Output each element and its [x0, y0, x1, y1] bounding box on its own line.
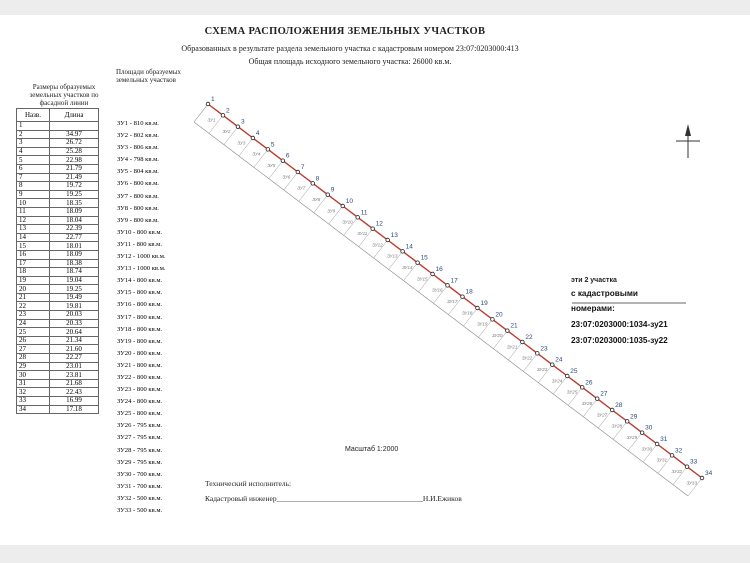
- row-length: 17.18: [50, 405, 99, 414]
- area-item: ЗУ2 - 802 кв.м.: [117, 132, 159, 140]
- point-label: 34: [705, 470, 713, 477]
- technical-executor: Технический исполнитель:: [205, 479, 292, 488]
- row-length: 16.99: [50, 397, 99, 406]
- parcel-label: ЗУ3: [237, 140, 246, 146]
- parcel-label: ЗУ23: [536, 367, 548, 372]
- row-length: 25.28: [50, 147, 99, 156]
- row-name: 15: [17, 242, 50, 251]
- row-name: 4: [17, 147, 50, 156]
- boundary-point: [655, 442, 659, 446]
- row-name: 20: [17, 285, 50, 294]
- row-length: 21.79: [50, 164, 99, 173]
- row-name: 21: [17, 293, 50, 302]
- point-label: 4: [255, 130, 260, 137]
- parcel-label: ЗУ12: [372, 242, 383, 248]
- point-label: 6: [285, 152, 290, 160]
- boundary-point: [236, 125, 240, 129]
- row-name: 18: [17, 268, 50, 277]
- row-name: 25: [17, 328, 50, 337]
- row-length: 19.04: [50, 276, 99, 285]
- row-name: 6: [17, 164, 50, 173]
- point-label: 5: [270, 141, 275, 149]
- boundary-point: [326, 193, 330, 197]
- annotation-cadastral-2: 23:07:0203000:1035-зу22: [571, 336, 668, 345]
- parcel-label: ЗУ33: [686, 480, 697, 486]
- row-length: 23.81: [50, 371, 99, 380]
- area-item: ЗУ14 - 800 кв.м.: [117, 277, 163, 285]
- row-name: 5: [17, 156, 50, 165]
- row-name: 24: [17, 319, 50, 328]
- parcel-label: ЗУ1: [207, 117, 216, 123]
- parcel-label: ЗУ16: [432, 287, 443, 293]
- point-label: 32: [675, 447, 683, 455]
- boundary-point: [506, 329, 510, 333]
- parcel-label: ЗУ20: [491, 333, 503, 338]
- parcel-label: ЗУ9: [327, 208, 336, 214]
- parcel-label: ЗУ24: [551, 378, 563, 384]
- parcel-label: ЗУ32: [671, 469, 682, 474]
- boundary-point: [206, 102, 210, 106]
- parcel-label: ЗУ30: [641, 446, 653, 452]
- point-label: 27: [600, 390, 608, 398]
- boundary-point: [625, 420, 629, 424]
- row-length: 18.09: [50, 250, 99, 259]
- annotation-line-2: номерами:: [571, 304, 615, 313]
- boundary-point: [356, 216, 360, 220]
- area-item: ЗУ24 - 800 кв.м.: [117, 398, 163, 406]
- area-item: ЗУ27 - 795 кв.м.: [117, 434, 163, 442]
- boundary-point: [266, 148, 270, 152]
- point-label: 31: [660, 436, 668, 443]
- area-item: ЗУ23 - 800 кв.м.: [117, 386, 163, 394]
- area-item: ЗУ30 - 700 кв.м.: [117, 470, 163, 478]
- parcel-label: ЗУ4: [252, 151, 261, 157]
- point-label: 9: [330, 186, 335, 194]
- row-length: 22.77: [50, 233, 99, 242]
- row-name: 28: [17, 354, 50, 363]
- row-name: 23: [17, 311, 50, 320]
- area-item: ЗУ32 - 500 кв.м.: [117, 494, 163, 502]
- parcel-label: ЗУ15: [417, 276, 428, 282]
- point-label: 19: [480, 300, 488, 307]
- area-item: ЗУ10 - 800 кв.м.: [117, 228, 163, 236]
- row-name: 27: [17, 345, 50, 354]
- row-name: 13: [17, 225, 50, 234]
- annotation-title: эти 2 участка: [571, 277, 617, 284]
- row-length: 26.72: [50, 139, 99, 148]
- parcel-label: ЗУ8: [312, 197, 321, 202]
- area-item: ЗУ5 - 804 кв.м.: [117, 168, 159, 176]
- row-length: 22.98: [50, 156, 99, 165]
- area-item: ЗУ16 - 800 кв.м.: [117, 301, 163, 309]
- area-item: ЗУ9 - 800 кв.м.: [117, 216, 159, 224]
- point-label: 21: [510, 322, 518, 330]
- point-label: 8: [315, 175, 320, 183]
- row-name: 34: [17, 405, 50, 414]
- parcel-divider: [194, 104, 208, 122]
- boundary-point: [536, 352, 540, 356]
- area-item: ЗУ7 - 800 кв.м.: [117, 192, 159, 200]
- row-length: 18.04: [50, 216, 99, 225]
- point-label: 23: [540, 345, 548, 353]
- area-item: ЗУ12 - 1000 кв.м.: [117, 253, 166, 261]
- point-label: 24: [555, 356, 563, 364]
- row-length: 34.97: [50, 130, 99, 139]
- row-length: 20.64: [50, 328, 99, 337]
- boundary-point: [386, 238, 390, 242]
- row-length: 18.09: [50, 207, 99, 216]
- parcel-label: ЗУ6: [282, 174, 291, 180]
- area-item: ЗУ26 - 795 кв.м.: [117, 422, 163, 430]
- areas-list-heading: Площади образуемых земельных участков: [116, 68, 182, 84]
- boundary-point: [521, 340, 525, 344]
- boundary-point: [551, 363, 555, 367]
- area-item: ЗУ28 - 795 кв.м.: [117, 446, 163, 454]
- point-label: 14: [405, 243, 413, 251]
- row-name: 14: [17, 233, 50, 242]
- area-item: ЗУ18 - 800 кв.м.: [117, 325, 163, 333]
- point-label: 11: [360, 209, 368, 217]
- row-length: 19.25: [50, 190, 99, 199]
- point-label: 3: [240, 118, 245, 126]
- page-title: СХЕМА РАСПОЛОЖЕНИЯ ЗЕМЕЛЬНЫХ УЧАСТКОВ: [204, 26, 486, 37]
- boundary-point: [580, 386, 584, 390]
- point-label: 29: [630, 413, 638, 421]
- lengths-col-length: Длина: [50, 109, 99, 122]
- row-name: 16: [17, 250, 50, 259]
- parcel-label: ЗУ10: [342, 219, 353, 225]
- parcel-label: ЗУ29: [626, 435, 638, 440]
- parcel-label: ЗУ27: [596, 412, 608, 418]
- row-length: 21.68: [50, 379, 99, 388]
- point-label: 20: [495, 311, 503, 319]
- boundary-point: [341, 204, 345, 208]
- point-label: 7: [300, 164, 305, 171]
- row-name: 19: [17, 276, 50, 285]
- row-length: 23.01: [50, 362, 99, 371]
- area-item: ЗУ29 - 795 кв.м.: [117, 458, 163, 466]
- parcel-label: ЗУ26: [581, 401, 593, 406]
- area-item: ЗУ8 - 800 кв.м.: [117, 204, 159, 212]
- area-item: ЗУ13 - 1000 кв.м.: [117, 265, 166, 273]
- parcel-label: ЗУ19: [476, 321, 488, 327]
- point-label: 1: [211, 96, 215, 103]
- point-label: 26: [585, 379, 593, 387]
- area-item: ЗУ31 - 700 кв.м.: [117, 482, 163, 490]
- row-length: 19.72: [50, 182, 99, 191]
- parcel-label: ЗУ11: [357, 231, 368, 236]
- boundary-point: [670, 454, 674, 458]
- row-length: 18.01: [50, 242, 99, 251]
- row-name: 9: [17, 190, 50, 199]
- parcel-label: ЗУ31: [656, 457, 668, 463]
- parcel-label: ЗУ25: [566, 389, 578, 395]
- boundary-point: [431, 272, 435, 276]
- row-length: 18.35: [50, 199, 99, 208]
- boundary-point: [491, 318, 495, 322]
- row-length: 20.03: [50, 311, 99, 320]
- row-length: 22.27: [50, 354, 99, 363]
- row-name: 10: [17, 199, 50, 208]
- parcel-label: ЗУ28: [611, 423, 623, 429]
- area-item: ЗУ3 - 806 кв.м.: [117, 144, 159, 152]
- area-item: ЗУ25 - 800 кв.м.: [117, 410, 163, 418]
- area-item: ЗУ20 - 800 кв.м.: [117, 349, 163, 357]
- point-label: 12: [375, 220, 383, 228]
- row-name: 12: [17, 216, 50, 225]
- page-subtitle: Образованных в результате раздела земельного участка с кадастровым номером 23:07:0203000:413: [181, 44, 519, 53]
- row-name: 30: [17, 371, 50, 380]
- area-item: ЗУ21 - 800 кв.м.: [117, 361, 163, 369]
- boundary-point: [595, 397, 599, 401]
- area-item: ЗУ1 - 810 кв.м.: [117, 120, 159, 127]
- boundary-point: [446, 284, 450, 288]
- boundary-point: [281, 159, 285, 163]
- row-length: 20.33: [50, 319, 99, 328]
- boundary-point: [371, 227, 375, 231]
- row-name: 3: [17, 139, 50, 148]
- row-name: 32: [17, 388, 50, 397]
- point-label: 10: [345, 198, 353, 205]
- boundary-point: [640, 431, 644, 435]
- boundary-point: [610, 408, 614, 412]
- boundary-point: [565, 374, 569, 378]
- row-name: 26: [17, 336, 50, 345]
- boundary-point: [221, 114, 225, 118]
- area-item: ЗУ15 - 800 кв.м.: [117, 289, 163, 297]
- annotation-cadastral-1: 23:07:0203000:1034-зу21: [571, 320, 668, 329]
- boundary-point: [296, 170, 300, 174]
- point-label: 17: [450, 277, 458, 285]
- point-label: 28: [615, 402, 623, 409]
- area-item: ЗУ17 - 800 кв.м.: [117, 313, 163, 321]
- row-name: 17: [17, 259, 50, 268]
- point-label: 16: [435, 266, 443, 273]
- cadastral-engineer: Кадастровый инженер_______________________________________Н.И.Ежиков: [205, 494, 462, 503]
- annotation-line-1: с кадастровыми: [571, 289, 638, 298]
- point-label: 30: [645, 424, 653, 432]
- parcel-label: ЗУ22: [521, 355, 533, 361]
- area-item: ЗУ11 - 800 кв.м.: [117, 240, 162, 248]
- boundary-point: [251, 136, 255, 140]
- parcel-label: ЗУ13: [387, 253, 398, 259]
- lengths-table-heading: Размеры образуемых земельных участков по фасадной линии: [29, 83, 99, 107]
- row-length: 18.74: [50, 268, 99, 277]
- area-item: ЗУ33 - 500 кв.м.: [117, 507, 163, 514]
- row-name: 29: [17, 362, 50, 371]
- boundary-point: [401, 250, 405, 254]
- boundary-point: [416, 261, 420, 265]
- area-item: ЗУ22 - 800 кв.м.: [117, 373, 163, 381]
- row-length: 22.39: [50, 225, 99, 234]
- area-item: ЗУ4 - 798 кв.м.: [117, 156, 159, 164]
- row-name: 33: [17, 397, 50, 406]
- point-label: 15: [420, 254, 428, 262]
- parcel-label: ЗУ18: [461, 310, 473, 316]
- boundary-point: [685, 465, 689, 469]
- row-name: 31: [17, 379, 50, 388]
- boundary-point: [700, 476, 704, 480]
- boundary-point: [461, 295, 465, 299]
- parcel-label: ЗУ14: [402, 265, 413, 270]
- map-scale: Масштаб 1:2000: [345, 446, 399, 453]
- row-name: 11: [17, 207, 50, 216]
- area-item: ЗУ6 - 800 кв.м.: [117, 180, 159, 188]
- row-name: 1: [17, 122, 50, 131]
- row-name: 2: [17, 130, 50, 139]
- parcel-label: ЗУ5: [267, 163, 276, 168]
- point-label: 2: [225, 107, 230, 115]
- point-label: 25: [570, 368, 578, 375]
- point-label: 22: [525, 334, 533, 341]
- boundary-point: [476, 306, 480, 310]
- boundary-point: [311, 182, 315, 186]
- row-length: 18.38: [50, 259, 99, 268]
- row-length: 19.49: [50, 293, 99, 302]
- parcel-label: ЗУ7: [297, 185, 306, 191]
- parcel-label: ЗУ21: [506, 344, 518, 350]
- area-item: ЗУ19 - 800 кв.м.: [117, 337, 163, 345]
- row-name: 8: [17, 182, 50, 191]
- parcel-label: ЗУ17: [447, 299, 458, 304]
- point-label: 18: [465, 288, 473, 296]
- point-label: 33: [690, 458, 698, 466]
- parcel-label: ЗУ2: [222, 129, 231, 134]
- lengths-col-name: Назв.: [17, 109, 50, 122]
- row-length: 19.25: [50, 285, 99, 294]
- row-length: 21.49: [50, 173, 99, 182]
- row-name: 22: [17, 302, 50, 311]
- point-label: 13: [390, 232, 398, 239]
- row-name: 7: [17, 173, 50, 182]
- row-length: 22.43: [50, 388, 99, 397]
- row-length: 21.60: [50, 345, 99, 354]
- row-length: 19.81: [50, 302, 99, 311]
- total-area: Общая площадь исходного земельного участка: 26000 кв.м.: [248, 57, 452, 66]
- row-length: 21.34: [50, 336, 99, 345]
